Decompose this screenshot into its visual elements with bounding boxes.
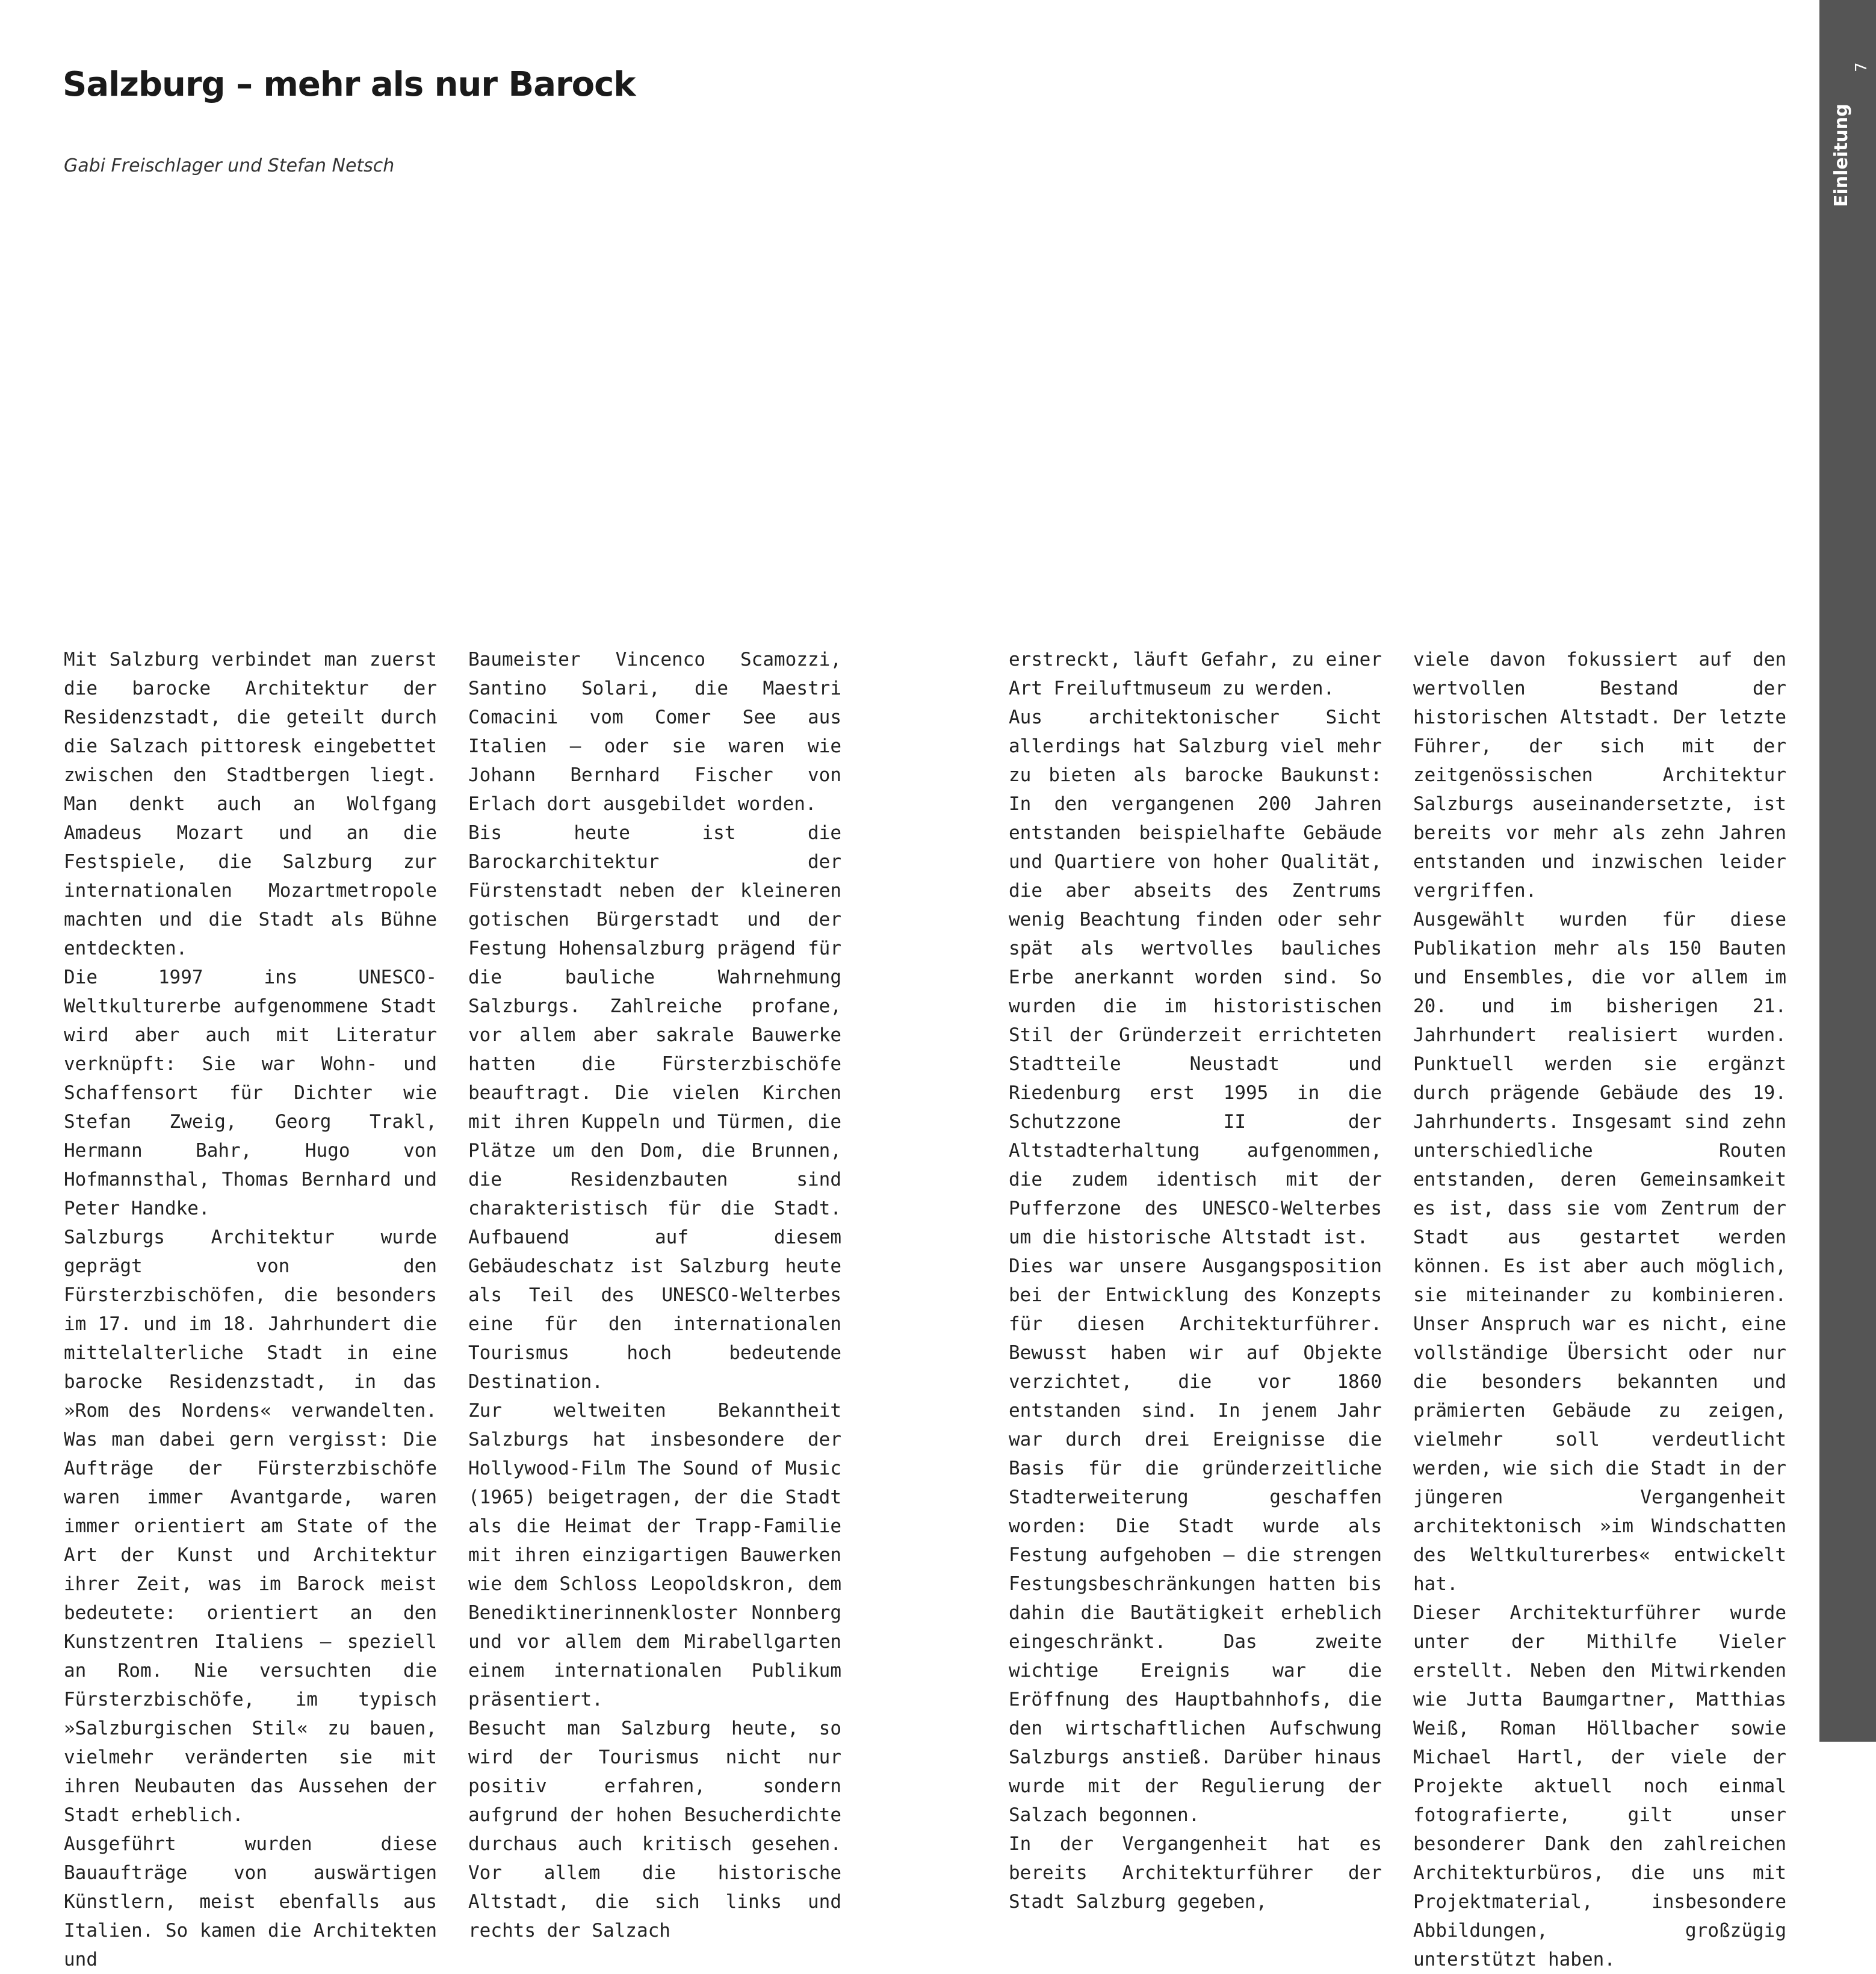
- paragraph: Zur weltweiten Bekanntheit Salzburgs hat insbesondere der Hollywood-Film The Sound of Music (1965) beigetragen, der die Stadt als die Heimat der Trapp-Familie mit ihren einzigartigen Bauwerken wie dem Schloss Leopoldskron, dem Benediktinerinnenkloster Nonnberg und vor allem dem Mirabellgarten einem internationalen Publikum präsentiert.: [468, 1400, 841, 1710]
- paragraph: Aus architektonischer Sicht allerdings hat Salzburg viel mehr zu bieten als barocke Baukunst: In den vergangenen 200 Jahren entstanden beispielhafte Gebäude und Quartiere von hoher Qualität, die aber abseits des Zentrums wenig Beachtung finden oder sehr spät als wertvolles bauliches Erbe anerkannt worden sind. So wurden die im historistischen Stil der Gründerzeit errichteten Stadtteile Neustadt und Riedenburg erst 1995 in die Schutzzone II der Altstadterhaltung aufgenommen, die zudem identisch mit der Pufferzone des UNESCO-Welterbes um die historische Altstadt ist.: [1009, 707, 1382, 1248]
- paragraph: Dies war unsere Ausgangsposition bei der Entwicklung des Konzepts für diesen Architekturführer. Bewusst haben wir auf Objekte verzichtet, die vor 1860 entstanden sind. In jenem Jahr war durch drei Ereignisse die Basis für die gründerzeitliche Stadterweiterung geschaffen worden: Die Stadt wurde als Festung aufgehoben – die strengen Festungsbeschränkungen hatten bis dahin die Bautätigkeit erheblich eingeschränkt. Das zweite wichtige Ereignis war die Eröffnung des Hauptbahnhofs, die den wirtschaftlichen Aufschwung Salzburgs anstieß. Darüber hinaus wurde mit der Regulierung der Salzach begonnen.: [1009, 1255, 1382, 1826]
- paragraph: Besucht man Salzburg heute, so wird der Tourismus nicht nur positiv erfahren, sondern aufgrund der hohen Besucherdichte durchaus auch kritisch gesehen. Vor allem die historische Altstadt, die sich links und rechts der Salzach: [468, 1718, 841, 1942]
- paragraph: Mit Salzburg verbindet man zuerst die barocke Architektur der Residenzstadt, die geteilt durch die Salzach pittoresk eingebettet zwischen den Stadtbergen liegt. Man denkt auch an Wolfgang Amadeus Mozart und an die Festspiele, die Salzburg zur internationalen Mozartmetropole machten und die Stadt als Bühne entdeckten.: [64, 649, 437, 959]
- paragraph: erstreckt, läuft Gefahr, zu einer Art Freiluftmuseum zu werden.: [1009, 649, 1382, 699]
- paragraph: Ausgewählt wurden für diese Publikation mehr als 150 Bauten und Ensembles, die vor allem im 20. und im bisherigen 21. Jahrhundert realisiert wurden. Punktuell werden sie ergänzt durch prägende Gebäude des 19. Jahrhunderts. Insgesamt sind zehn unterschiedliche Routen entstanden, deren Gemeinsamkeit es ist, dass sie vom Zentrum der Stadt aus gestartet werden können. Es ist aber auch möglich, sie miteinander zu kombinieren. Unser Anspruch war es nicht, eine vollständige Übersicht oder nur die besonders bekannten und prämierten Gebäude zu zeigen, vielmehr soll verdeutlicht werden, wie sich die Stadt in der jüngeren Vergangenheit architektonisch »im Windschatten des Weltkulturerbes« entwickelt hat.: [1413, 909, 1786, 1595]
- paragraph: Ausgeführt wurden diese Bauaufträge von auswärtigen Künstlern, meist ebenfalls aus Italien. So kamen die Architekten und: [64, 1833, 437, 1970]
- paragraph: Baumeister Vincenco Scamozzi, Santino Solari, die Maestri Comacini vom Comer See aus Italien – oder sie waren wie Johann Bernhard Fischer von Erlach dort ausgebildet worden.: [468, 649, 841, 815]
- authors-line: Gabi Freischlager und Stefan Netsch: [64, 155, 395, 176]
- text-column-2: [468, 645, 841, 1945]
- paragraph: viele davon fokussiert auf den wertvollen Bestand der historischen Altstadt. Der letzte Führer, der sich mit der zeitgenössischen Architektur Salzburgs auseinandersetzte, ist bereits vor mehr als zehn Jahren entstanden und inzwischen leider vergriffen.: [1413, 649, 1786, 902]
- text-column-4: [1413, 645, 1786, 1974]
- paragraph: Die 1997 ins UNESCO-Weltkulturerbe aufgenommene Stadt wird aber auch mit Literatur verknüpft: Sie war Wohn- und Schaffensort für Dichter wie Stefan Zweig, Georg Trakl, Hermann Bahr, Hugo von Hofmannsthal, Thomas Bernhard und Peter Handke.: [64, 967, 437, 1219]
- page-title: Salzburg – mehr als nur Barock: [63, 65, 636, 104]
- paragraph: Salzburgs Architektur wurde geprägt von den Fürsterzbischöfen, die besonders im 17. und im 18. Jahrhundert die mittelalterliche Stadt in eine barocke Residenzstadt, in das »Rom des Nordens« verwandelten. Was man dabei gern vergisst: Die Aufträge der Fürsterzbischöfe waren immer Avantgarde, waren immer orientiert am State of the Art der Kunst und Architektur ihrer Zeit, was im Barock meist bedeutete: orientiert an den Kunstzentren Italiens – speziell an Rom. Nie versuchten die Fürsterzbischöfe, im typisch »Salzburgischen Stil« zu bauen, vielmehr veränderten sie mit ihren Neubauten das Aussehen der Stadt erheblich.: [64, 1227, 437, 1826]
- text-column-1: [64, 645, 437, 1974]
- paragraph: Bis heute ist die Barockarchitektur der Fürstenstadt neben der kleineren gotischen Bürgerstadt und der Festung Hohensalzburg prägend für die bauliche Wahrnehmung Salzburgs. Zahlreiche profane, vor allem aber sakrale Bauwerke hatten die Fürsterzbischöfe beauftragt. Die vielen Kirchen mit ihren Kuppeln und Türmen, die Plätze um den Dom, die Brunnen, die Residenzbauten sind charakteristisch für die Stadt. Aufbauend auf diesem Gebäudeschatz ist Salzburg heute als Teil des UNESCO-Welterbes eine für den internationalen Tourismus hoch bedeutende Destination.: [468, 822, 841, 1393]
- text-column-3: [1009, 645, 1382, 1916]
- chapter-sidebar: [1819, 0, 1876, 1742]
- page-number-right: 7: [1853, 62, 1871, 72]
- paragraph: Dieser Architekturführer wurde unter der Mithilfe Vieler erstellt. Neben den Mitwirkenden wie Jutta Baumgartner, Matthias Weiß, Roman Höllbacher sowie Michael Hartl, der viele der Projekte aktuell noch einmal fotografierte, gilt unser besonderer Dank den zahlreichen Architekturbüros, die uns mit Projektmaterial, insbesondere Abbildungen, großzügig unterstützt haben.: [1413, 1602, 1786, 1970]
- paragraph: In der Vergangenheit hat es bereits Architekturführer der Stadt Salzburg gegeben,: [1009, 1833, 1382, 1913]
- chapter-label: Einleitung: [1831, 104, 1852, 207]
